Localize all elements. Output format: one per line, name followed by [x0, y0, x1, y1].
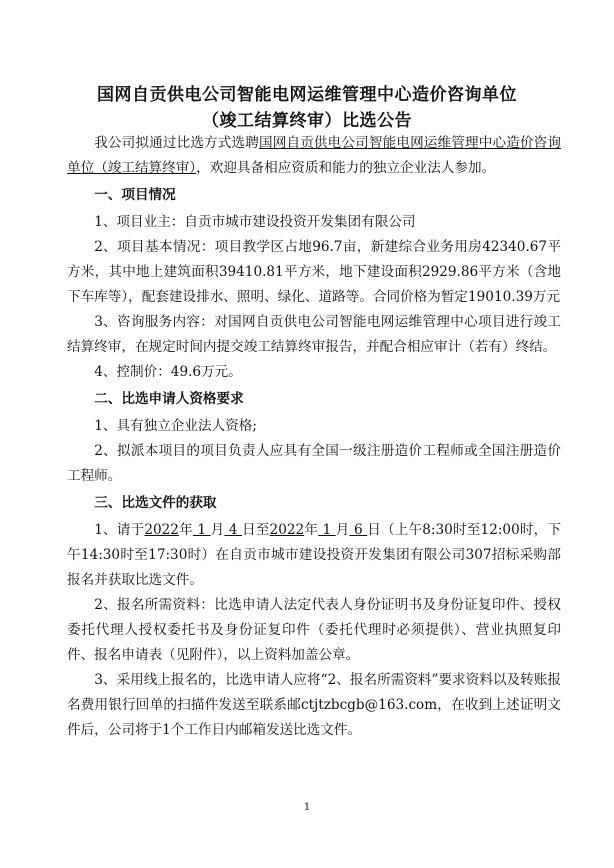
document-title-line2: （竣工结算终审）比选公告	[202, 111, 412, 131]
section2-item1: 1、具有独立企业法人资格;	[94, 418, 257, 434]
section1-item4: 4、控制价：49.6万元。	[94, 364, 242, 380]
intro-text-b: ，欢迎具备相应资质和能力的独立企业法人参加。	[196, 160, 496, 176]
month-unit: 月	[210, 522, 225, 538]
section1-item3: 3、咨询服务内容：对国网自贡供电公司智能电网运维管理中心项目进行竣工结算终审，在规定时间内提交竣工结算终审报告，并配合相应审计（若有）终结。	[67, 314, 561, 355]
month-unit: 月	[335, 522, 350, 538]
date-prefix: 1、请于	[94, 522, 145, 538]
intro-paragraph	[67, 131, 561, 181]
page-number: 1	[303, 802, 311, 813]
document-title-line1: 国网自贡供电公司智能电网运维管理中心造价咨询单位	[97, 85, 517, 105]
section1-item1: 1、项目业主：自贡市城市建设投资开发集团有限公司	[94, 214, 416, 230]
section1-item2: 2、项目基本情况：项目教学区占地96.7亩，新建综合业务用房42340.67平方米，其中地上建筑面积39410.81平方米，地下建设面积2929.86平方米（含地下车库等），配套建设排水、照明、绿化、道路等。合同价格为暂定19010.39万元	[67, 239, 561, 305]
section3-item2: 2、报名所需资料：比选申请人法定代表人身份证明书及身份证复印件、授权委托代理人授权委托书及身份证复印件（委托代理时必须提供）、营业执照复印件、报名申请表（见附件），以上资料加盖公章。	[67, 597, 561, 663]
section2-item2: 2、拟派本项目的项目负责人应具有全国一级注册造价工程师或全国注册造价工程师。	[67, 443, 561, 484]
section1-heading: 一、项目情况	[94, 187, 176, 203]
date-suffix: 日（上午8:30时至12:00时，下午14:30时至17:30时）在自贡市城市建设投资开发集团有限公司307招标采购部报名并获取比选文件。	[67, 522, 562, 588]
day-unit-to: 日至	[242, 522, 270, 538]
intro-text-a: 我公司拟通过比选方式选聘	[94, 135, 259, 151]
section3-item1	[67, 518, 561, 593]
end-month: 1	[318, 522, 336, 538]
end-year: 2022	[269, 522, 305, 538]
document-body	[67, 131, 561, 743]
section2-heading: 二、比选申请人资格要求	[94, 391, 244, 407]
start-day: 4	[224, 522, 242, 538]
section3-item3: 3、采用线上报名的，比选申请人应将“2、报名所需资料”要求资料以及转账报名费用银行回单的扫描件发送至联系邮ctjtzbcgb@163.com，在收到上述证明文件后，公司将于1个工作日内邮箱发送比选文件。	[67, 672, 561, 738]
intro-project-name: 国网自贡供电公司智能电网运维管理中心造价咨询单位（竣工结算终审）	[67, 135, 562, 176]
start-year: 2022	[144, 522, 179, 538]
section3-heading: 三、比选文件的获取	[94, 495, 217, 511]
end-day: 6	[349, 522, 368, 538]
year-unit: 年	[304, 522, 319, 538]
year-unit: 年	[178, 522, 193, 538]
start-month: 1	[192, 522, 211, 538]
